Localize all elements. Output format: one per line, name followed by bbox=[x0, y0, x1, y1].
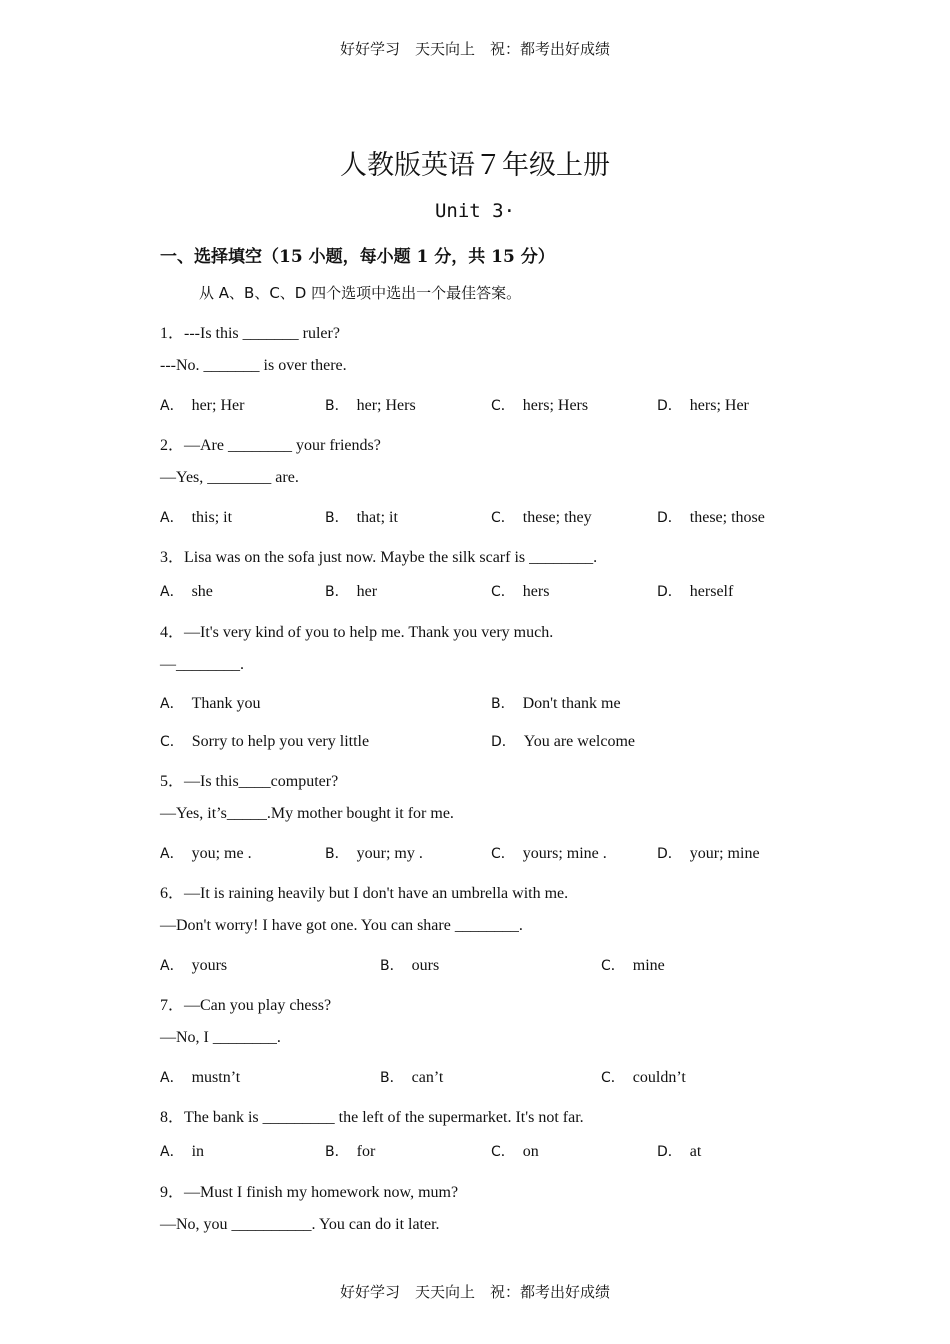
option-label: B． bbox=[380, 958, 404, 974]
question-2-option-b[interactable] bbox=[325, 507, 398, 527]
question-2-reply: —Yes, ________ are. bbox=[160, 469, 299, 486]
option-label: C． bbox=[601, 958, 625, 974]
option-text: her; Hers bbox=[356, 397, 416, 414]
question-8-option-d[interactable] bbox=[657, 1141, 701, 1161]
option-label: B． bbox=[325, 1144, 349, 1160]
page-footer: 好好学习 天天向上 祝：都考出好成绩 bbox=[339, 1283, 610, 1301]
option-text: Don't thank me bbox=[522, 695, 621, 712]
question-6-option-b[interactable] bbox=[380, 955, 439, 975]
option-label: C． bbox=[601, 1070, 625, 1086]
option-label: C． bbox=[491, 846, 515, 862]
question-8-option-a[interactable] bbox=[160, 1141, 204, 1161]
option-label: B． bbox=[380, 1070, 404, 1086]
question-4-option-c[interactable] bbox=[160, 731, 369, 751]
option-label: B． bbox=[325, 510, 349, 526]
option-text: can’t bbox=[411, 1069, 444, 1086]
option-label: C． bbox=[491, 398, 515, 414]
question-7-option-b[interactable] bbox=[380, 1067, 443, 1087]
question-1-option-b[interactable] bbox=[325, 395, 416, 415]
question-9-stem: 9．—Must I finish my homework now, mum? bbox=[160, 1184, 459, 1201]
question-2-stem: 2．—Are ________ your friends? bbox=[160, 437, 381, 454]
question-7-stem: 7．—Can you play chess? bbox=[160, 997, 332, 1014]
option-text: You are welcome bbox=[523, 733, 636, 750]
option-label: D． bbox=[657, 846, 682, 862]
question-5-reply: —Yes, it’s_____.My mother bought it for me. bbox=[160, 805, 454, 822]
question-1-reply: ---No. _______ is over there. bbox=[160, 357, 347, 374]
option-label: B． bbox=[325, 846, 349, 862]
question-3-option-c[interactable] bbox=[491, 581, 549, 601]
option-label: A． bbox=[160, 398, 184, 414]
question-4-option-b[interactable] bbox=[491, 693, 621, 713]
question-4-stem: 4．—It's very kind of you to help me. Thank you very much. bbox=[160, 624, 554, 641]
option-text: yours bbox=[191, 957, 228, 974]
question-4-reply: —________. bbox=[160, 656, 244, 673]
option-text: these; those bbox=[689, 509, 765, 526]
question-6-stem: 6．—It is raining heavily but I don't have an umbrella with me. bbox=[160, 885, 569, 902]
option-text: she bbox=[191, 583, 213, 600]
option-text: this; it bbox=[191, 509, 233, 526]
unit-subtitle: Unit 3· bbox=[434, 200, 516, 222]
option-text: in bbox=[191, 1143, 205, 1160]
question-1-option-d[interactable] bbox=[657, 395, 749, 415]
question-1-option-c[interactable] bbox=[491, 395, 588, 415]
option-label: A． bbox=[160, 584, 184, 600]
question-3-option-d[interactable] bbox=[657, 581, 733, 601]
option-text: you; me . bbox=[191, 845, 252, 862]
section-heading: 一、选择填空（15 小题，每小题 1 分，共 15 分） bbox=[160, 247, 555, 267]
option-label: B． bbox=[491, 696, 515, 712]
question-8-stem: 8．The bank is _________ the left of the supermarket. It's not far. bbox=[160, 1109, 584, 1126]
option-label: C． bbox=[491, 584, 515, 600]
question-8-option-b[interactable] bbox=[325, 1141, 375, 1161]
option-text: yours; mine . bbox=[522, 845, 607, 862]
question-3-stem: 3．Lisa was on the sofa just now. Maybe the silk scarf is ________. bbox=[160, 549, 598, 566]
question-2-option-a[interactable] bbox=[160, 507, 232, 527]
question-5-option-b[interactable] bbox=[325, 843, 423, 863]
option-label: C． bbox=[160, 734, 184, 750]
option-text: mine bbox=[632, 957, 665, 974]
option-label: A． bbox=[160, 510, 184, 526]
option-label: C． bbox=[491, 1144, 515, 1160]
document-title: 人教版英语７年级上册 bbox=[340, 150, 610, 181]
option-text: her; Her bbox=[191, 397, 245, 414]
option-label: B． bbox=[325, 584, 349, 600]
option-label: A． bbox=[160, 846, 184, 862]
question-3-option-b[interactable] bbox=[325, 581, 377, 601]
option-text: hers bbox=[522, 583, 550, 600]
option-text: on bbox=[522, 1143, 539, 1160]
option-label: A． bbox=[160, 1070, 184, 1086]
option-text: mustn’t bbox=[191, 1069, 241, 1086]
option-text: at bbox=[689, 1143, 702, 1160]
option-text: hers; Her bbox=[689, 397, 749, 414]
option-label: C． bbox=[491, 510, 515, 526]
option-label: B． bbox=[325, 398, 349, 414]
option-label: D． bbox=[657, 510, 682, 526]
option-label: A． bbox=[160, 696, 184, 712]
option-text: couldn’t bbox=[632, 1069, 686, 1086]
question-5-stem: 5．—Is this____computer? bbox=[160, 773, 339, 790]
question-3-option-a[interactable] bbox=[160, 581, 213, 601]
question-7-option-a[interactable] bbox=[160, 1067, 240, 1087]
page-header: 好好学习 天天向上 祝：都考出好成绩 bbox=[339, 40, 610, 58]
option-text: for bbox=[356, 1143, 376, 1160]
question-4-option-d[interactable] bbox=[491, 731, 635, 751]
option-text: herself bbox=[689, 583, 734, 600]
question-5-option-d[interactable] bbox=[657, 843, 760, 863]
question-8-option-c[interactable] bbox=[491, 1141, 539, 1161]
option-label: D． bbox=[657, 584, 682, 600]
question-9-reply: —No, you __________. You can do it later. bbox=[160, 1216, 440, 1233]
question-7-reply: —No, I ________. bbox=[160, 1029, 281, 1046]
question-1-option-a[interactable] bbox=[160, 395, 244, 415]
option-text: that; it bbox=[356, 509, 398, 526]
question-6-reply: —Don't worry! I have got one. You can share ________. bbox=[160, 917, 523, 934]
option-text: Thank you bbox=[191, 695, 261, 712]
option-text: these; they bbox=[522, 509, 592, 526]
option-text: her bbox=[356, 583, 378, 600]
option-label: D． bbox=[491, 734, 516, 750]
question-5-option-a[interactable] bbox=[160, 843, 252, 863]
question-5-option-c[interactable] bbox=[491, 843, 607, 863]
option-text: ours bbox=[411, 957, 440, 974]
option-label: A． bbox=[160, 958, 184, 974]
question-6-option-a[interactable] bbox=[160, 955, 227, 975]
option-text: your; mine bbox=[689, 845, 760, 862]
question-1-stem: 1．---Is this _______ ruler? bbox=[160, 325, 340, 342]
option-label: D． bbox=[657, 1144, 682, 1160]
question-2-option-c[interactable] bbox=[491, 507, 592, 527]
question-7-option-c[interactable] bbox=[601, 1067, 686, 1087]
question-4-option-a[interactable] bbox=[160, 693, 260, 713]
option-label: A． bbox=[160, 1144, 184, 1160]
option-label: D． bbox=[657, 398, 682, 414]
option-text: hers; Hers bbox=[522, 397, 589, 414]
option-text: Sorry to help you very little bbox=[191, 733, 370, 750]
question-6-option-c[interactable] bbox=[601, 955, 665, 975]
option-text: your; my . bbox=[356, 845, 423, 862]
section-instruction: 从 A、B、C、D 四个选项中选出一个最佳答案。 bbox=[199, 284, 522, 302]
question-2-option-d[interactable] bbox=[657, 507, 765, 527]
